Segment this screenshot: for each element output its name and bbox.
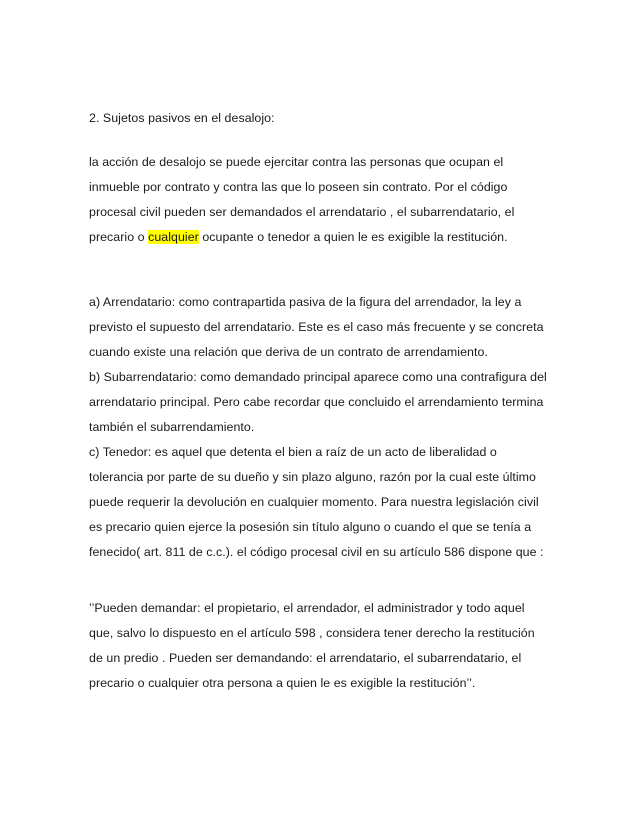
item-a-line: cuando existe una relación que deriva de un contrato de arrendamiento. (89, 345, 488, 359)
item-c-line: tolerancia por parte de su dueño y sin plazo alguno, razón por la cual este último (89, 470, 536, 484)
quote-line: que, salvo lo dispuesto en el artículo 598 , considera tener derecho la restitución (89, 626, 535, 640)
intro-line: inmueble por contrato y contra las que lo poseen sin contrato. Por el código (89, 180, 508, 194)
item-c-line: puede requerir la devolución en cualquier momento. Para nuestra legislación civil (89, 495, 539, 509)
intro-line: la acción de desalojo se puede ejercitar contra las personas que ocupan el (89, 155, 504, 169)
item-c-line: es precario quien ejerce la posesión sin título alguno o cuando el que se tenía a (89, 520, 532, 534)
intro-line-highlighted (89, 225, 559, 250)
item-c-line: fenecido( art. 811 de c.c.). el código procesal civil en su artículo 586 dispone que : (89, 545, 544, 559)
definitions-paragraph (89, 290, 559, 565)
intro-paragraph (89, 150, 559, 250)
intro-text: ocupante o tenedor a quien le es exigible la restitución. (198, 230, 508, 244)
highlighted-word: cualquier (148, 230, 199, 244)
item-a-line: previsto el supuesto del arrendatario. Este es el caso más frecuente y se concreta (89, 320, 544, 334)
item-b-line: b) Subarrendatario: como demandado principal aparece como una contrafigura del (89, 370, 547, 384)
item-a-line: a) Arrendatario: como contrapartida pasiva de la figura del arrendador, la ley a (89, 295, 522, 309)
intro-text: precario o (89, 230, 149, 244)
heading-text: 2. Sujetos pasivos en el desalojo: (89, 111, 275, 125)
quote-line: precario o cualquier otra persona a quien le es exigible la restitución’’. (89, 676, 476, 690)
intro-line: procesal civil pueden ser demandados el arrendatario , el subarrendatario, el (89, 205, 515, 219)
quote-paragraph (89, 596, 559, 696)
item-b-line: también el subarrendamiento. (89, 420, 255, 434)
section-heading (89, 106, 559, 131)
quote-line: ’’Pueden demandar: el propietario, el arrendador, el administrador y todo aquel (89, 601, 525, 615)
item-b-line: arrendatario principal. Pero cabe recordar que concluido el arrendamiento termina (89, 395, 544, 409)
item-c-line: c) Tenedor: es aquel que detenta el bien a raíz de un acto de liberalidad o (89, 445, 497, 459)
quote-line: de un predio . Pueden ser demandando: el arrendatario, el subarrendatario, el (89, 651, 522, 665)
